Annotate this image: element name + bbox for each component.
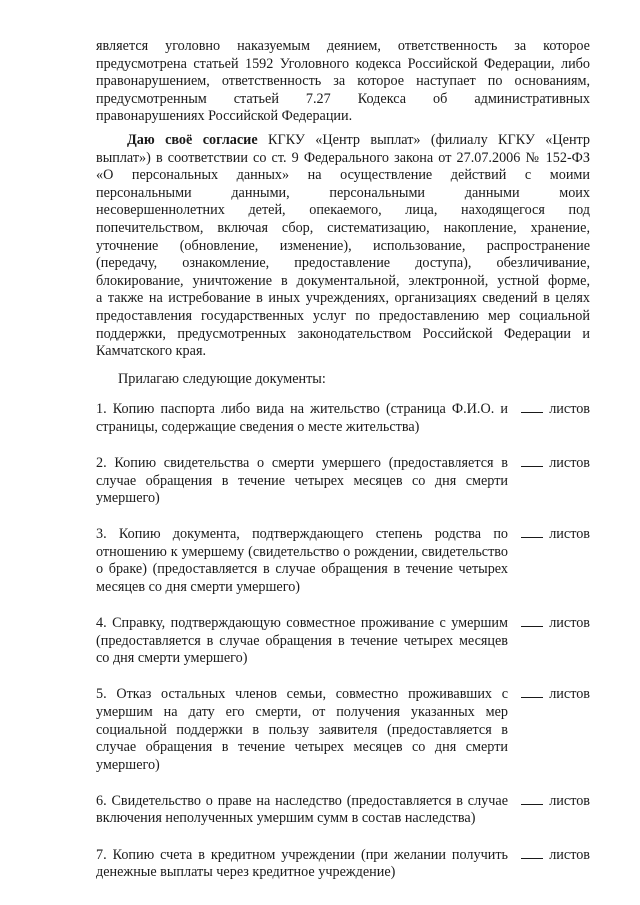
document-description: 1. Копию паспорта либо вида на жительство (страница Ф.И.О. и страницы, содержащие сведения о месте жительства) — [96, 401, 508, 435]
count-label: листов — [549, 615, 590, 632]
document-item — [96, 686, 590, 774]
document-item — [96, 401, 590, 436]
document-item — [96, 847, 590, 882]
paragraph-line: выплат») в соответствии со ст. 9 Федерального закона от 27.07.2006 № 152-ФЗ — [96, 149, 590, 166]
count-label: листов — [549, 526, 590, 543]
paragraph-line: блокирование, уничтожение в документальной, электронной, устной форме, — [96, 272, 590, 289]
paragraph-line: (передачу, ознакомление, предоставление доступа), обезличивание, — [96, 255, 590, 272]
document-item — [96, 793, 590, 828]
document-description: 4. Справку, подтверждающую совместное проживание с умершим (предоставляется в случае обращения в течение четырех месяцев со дня смерти умершего) — [96, 615, 508, 667]
documents-list — [96, 401, 590, 881]
paragraph-line: попечительством, включая сбор, систематизацию, накопление, хранение, — [96, 219, 590, 236]
paragraph-line: уточнение (обновление, изменение), использование, распространение — [96, 237, 590, 254]
page-count-field[interactable] — [521, 686, 590, 704]
paragraph-line: предусмотрена статьей 1592 Уголовного кодекса Российской Федерации, либо — [96, 55, 590, 72]
page-count-field[interactable] — [521, 455, 590, 473]
page-count-field[interactable] — [521, 401, 590, 419]
blank-line[interactable] — [521, 401, 543, 413]
count-label: листов — [549, 401, 590, 418]
document-item — [96, 615, 590, 668]
page-count-field[interactable] — [521, 526, 590, 544]
count-label: листов — [549, 686, 590, 703]
count-label: листов — [549, 846, 590, 863]
consent-first-line: КГКУ «Центр выплат» (филиалу КГКУ «Центр — [257, 131, 591, 148]
document-item — [96, 526, 590, 596]
paragraph-line: а также на истребование в иных учреждениях, организациях сведений в целях — [96, 290, 590, 307]
paragraph-line: персональными данными, персональными данными моих — [96, 184, 590, 201]
paragraph-line: Камчатского края. — [96, 343, 207, 360]
paragraph-line — [96, 132, 590, 150]
document-description: 7. Копию счета в кредитном учреждении (при желании получить денежные выплаты через кредитное учреждение) — [96, 846, 508, 881]
consent-phrase: Даю своё согласие — [127, 131, 258, 148]
paragraph-line: несовершеннолетних детей, опекаемого, лица, находящегося под — [96, 202, 590, 219]
document-description: 3. Копию документа, подтверждающего степень родства по отношению к умершему (свидетельство о рождении, свидетельство о браке) (предоставляется в случае обращения в течение четырех месяцев со дня смерти умершего) — [96, 526, 508, 596]
document-description: 6. Свидетельство о праве на наследство (предоставляется в случае включения неполученных умершим сумм в состав наследства) — [96, 792, 508, 827]
page-count-field[interactable] — [521, 615, 590, 633]
paragraph-line: предоставления государственных услуг по предоставлению мер социальной — [96, 307, 590, 324]
paragraph-line: предусмотренным статьей 7.27 Кодекса об административных — [96, 90, 590, 107]
document-page — [96, 38, 590, 900]
count-label: листов — [549, 454, 590, 471]
blank-line[interactable] — [521, 615, 543, 627]
consent-paragraph — [96, 132, 590, 361]
paragraph-line: правонарушением, ответственность за которое наступает по основаниям, — [96, 73, 590, 90]
paragraph-line: правонарушениях Российской Федерации. — [96, 108, 353, 125]
paragraph-line: поддержки, предусмотренных законодательством Российской Федерации и — [96, 325, 590, 342]
blank-line[interactable] — [521, 686, 543, 698]
documents-heading: Прилагаю следующие документы: — [118, 370, 326, 387]
blank-line[interactable] — [521, 847, 543, 859]
blank-line[interactable] — [521, 526, 543, 538]
page-count-field[interactable] — [521, 793, 590, 811]
blank-line[interactable] — [521, 793, 543, 805]
paragraph-line: является уголовно наказуемым деянием, ответственность за которое — [96, 38, 590, 54]
paragraph-line: «О персональных данных» на осуществление действий с моими — [96, 167, 590, 184]
count-label: листов — [549, 792, 590, 809]
liability-paragraph — [96, 38, 590, 126]
document-item — [96, 455, 590, 508]
page-count-field[interactable] — [521, 847, 590, 865]
blank-line[interactable] — [521, 455, 543, 467]
document-description: 2. Копию свидетельства о смерти умершего (предоставляется в случае обращения в течение четырех месяцев со дня смерти умершего) — [96, 454, 508, 507]
document-description: 5. Отказ остальных членов семьи, совместно проживавших с умершим на дату его смерти, от получения указанных мер социальной поддержки в пользу заявителя (предоставляется в случае обращения в течение четырех месяцев со дня смерти умершего) — [96, 686, 508, 773]
